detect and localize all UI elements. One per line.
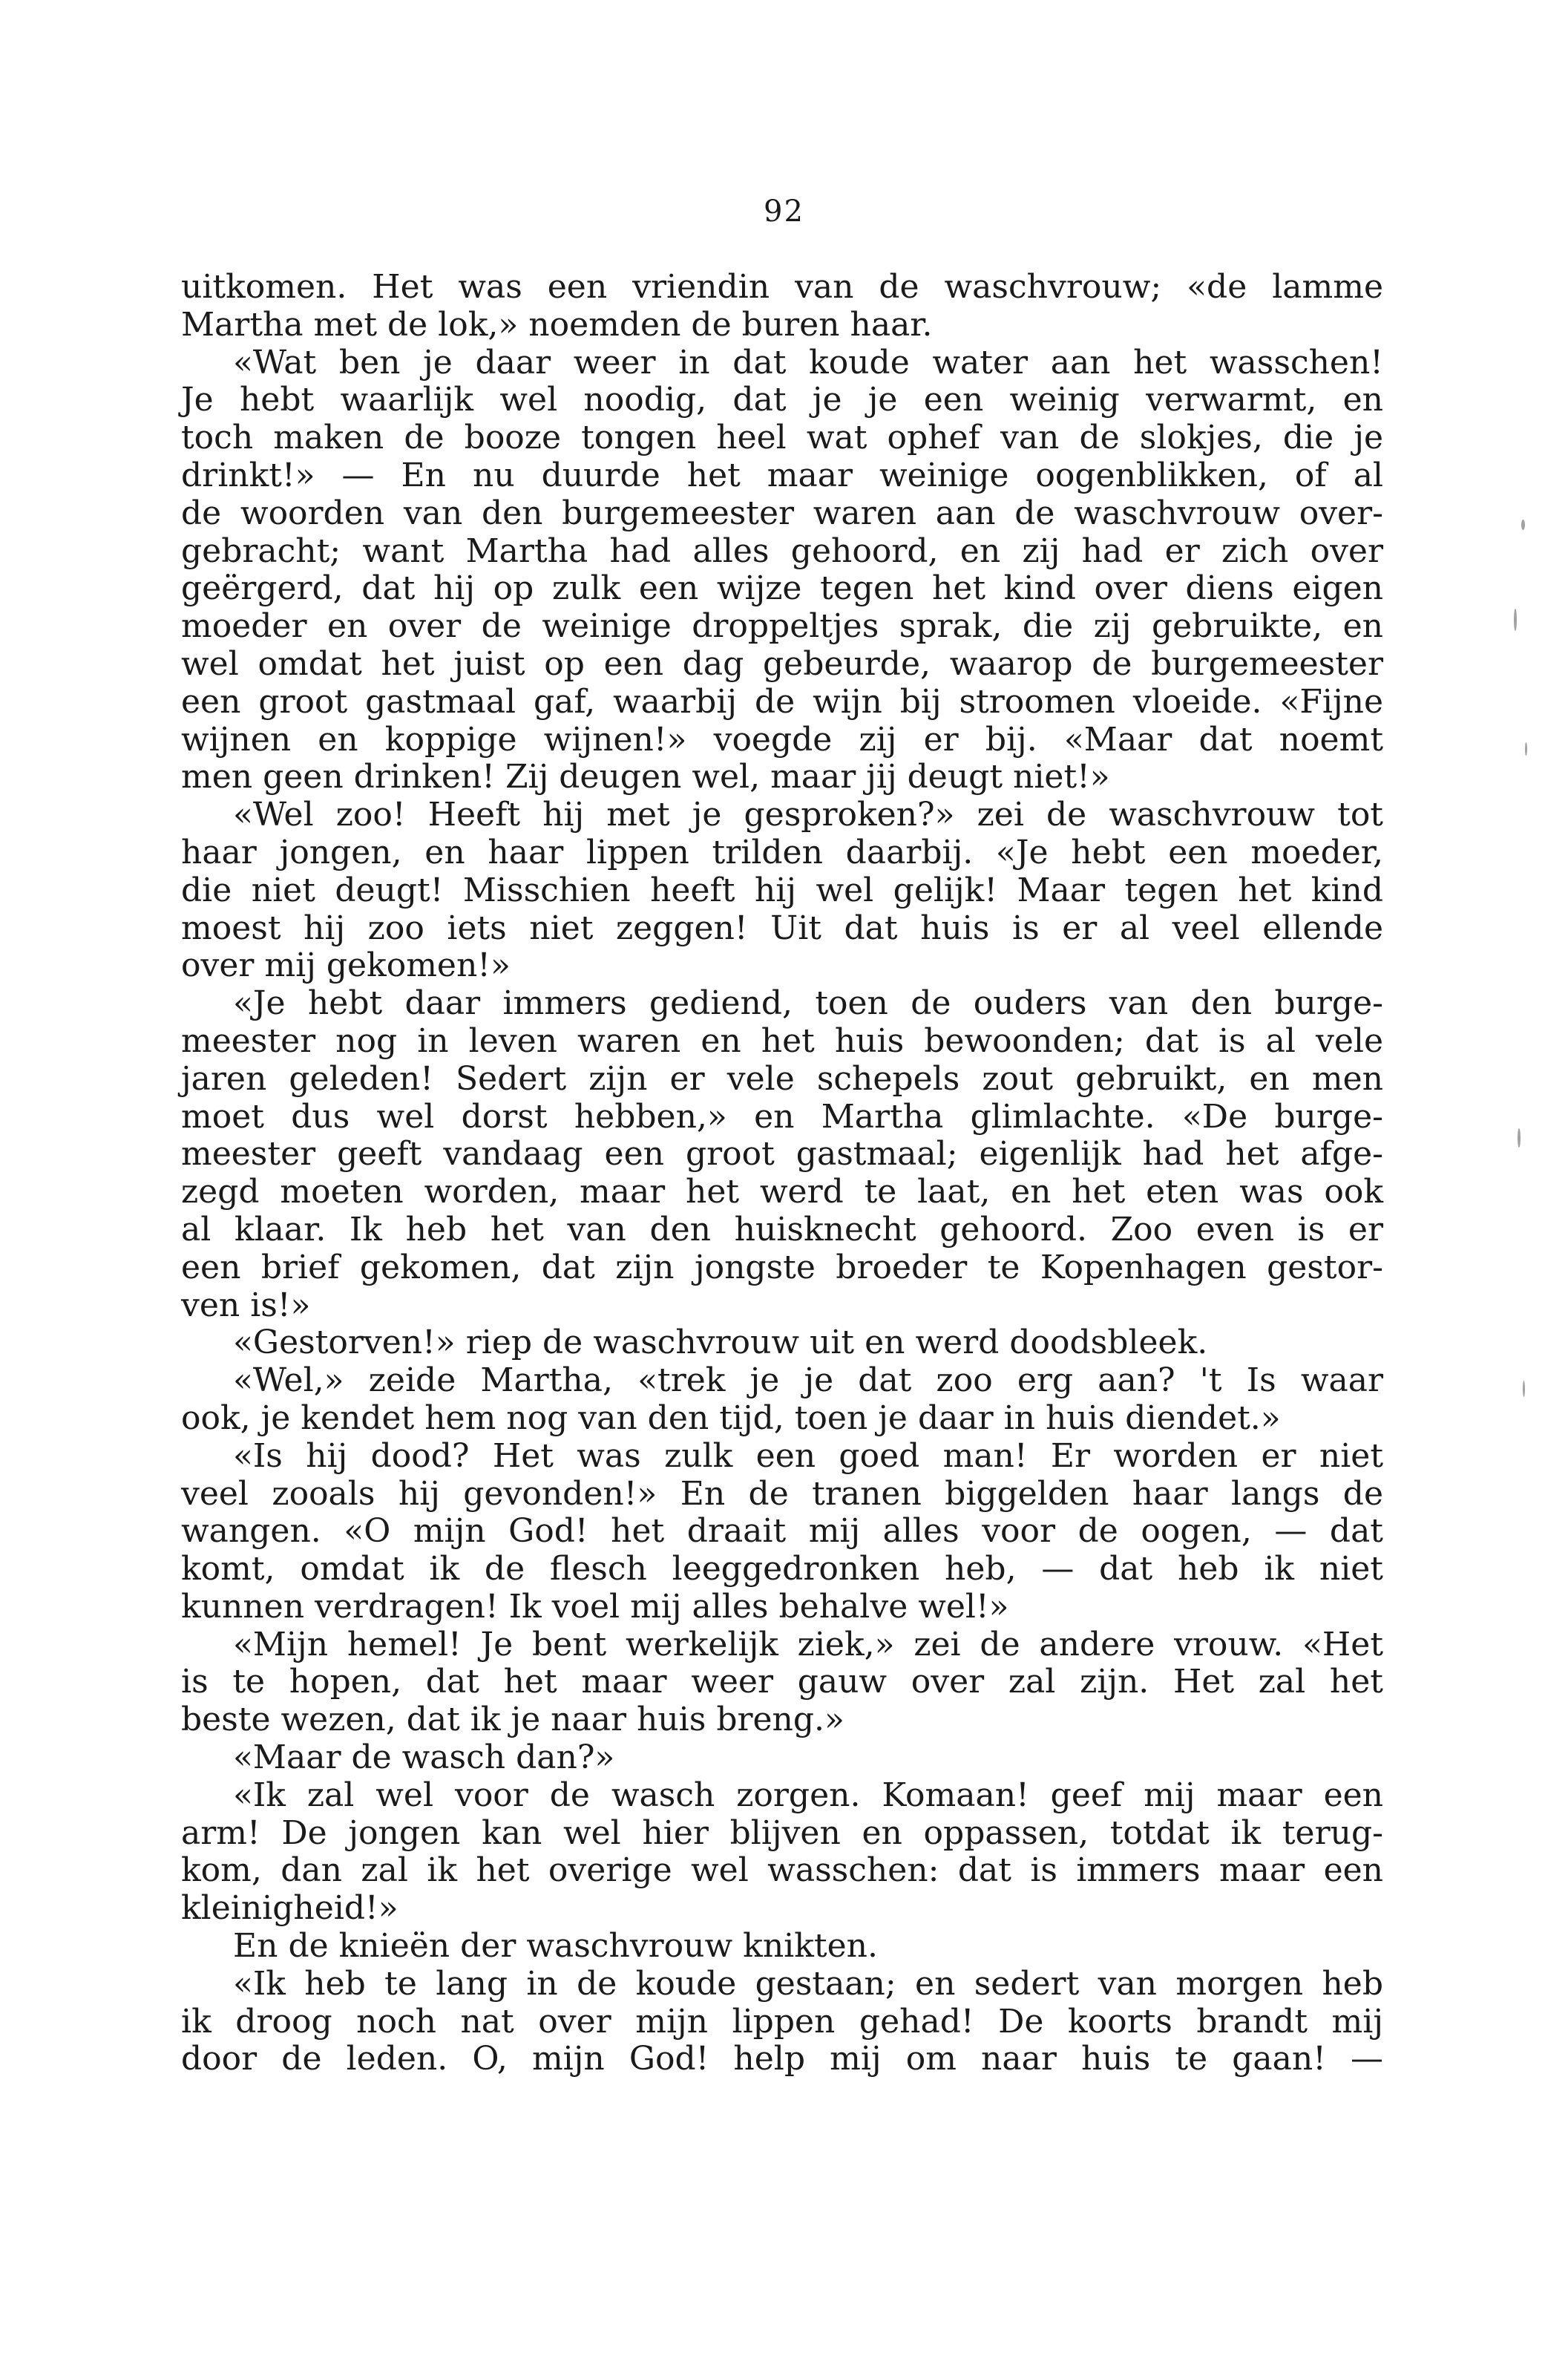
text-line: «Wat ben je daar weer in dat koude water aan het wasschen!: [233, 343, 1383, 382]
text-line: meester geeft vandaag een groot gastmaal; eigenlijk had het afge-: [181, 1135, 1383, 1174]
text-line: wijnen en koppige wijnen!» voegde zij er bij. «Maar dat noemt: [181, 720, 1383, 759]
text-line: «Wel zoo! Heeft hij met je gesproken?» zei de waschvrouw tot: [233, 796, 1383, 834]
text-line: kunnen verdragen! Ik voel mij alles behalve wel!»: [181, 1587, 1009, 1626]
text-line: arm! De jongen kan wel hier blijven en oppassen, totdat ik terug-: [181, 1813, 1383, 1852]
text-line: komt, omdat ik de flesch leeggedronken heb, — dat heb ik niet: [181, 1550, 1383, 1589]
text-line: «Ik zal wel voor de wasch zorgen. Komaan! geef mij maar een: [233, 1776, 1383, 1814]
text-line: zegd moeten worden, maar het werd te laat, en het eten was ook: [181, 1173, 1383, 1211]
text-line: Je hebt waarlijk wel noodig, dat je je een weinig verwarmt, en: [181, 381, 1383, 419]
body-text: [181, 269, 1383, 2078]
text-line: kom, dan zal ik het overige wel wasschen: dat is immers maar een: [181, 1851, 1383, 1890]
text-line: uitkomen. Het was een vriendin van de waschvrouw; «de lamme: [181, 268, 1383, 306]
text-line: die niet deugt! Misschien heeft hij wel gelijk! Maar tegen het kind: [181, 871, 1383, 909]
text-line: ook, je kendet hem nog van den tijd, toen je daar in huis diendet.»: [181, 1398, 1281, 1437]
text-line: «Is hij dood? Het was zulk een goed man! Er worden er niet: [233, 1436, 1383, 1475]
text-line: Martha met de lok,» noemden de buren haar.: [181, 305, 933, 344]
text-line: moet dus wel dorst hebben,» en Martha glimlachte. «De burge-: [181, 1097, 1383, 1136]
scan-speck: [1525, 742, 1527, 756]
text-line: gebracht; want Martha had alles gehoord, en zij had er zich over: [181, 531, 1383, 570]
text-line: jaren geleden! Sedert zijn er vele schepels zout gebruikt, en men: [181, 1059, 1383, 1098]
text-line: veel zooals hij gevonden!» En de tranen biggelden haar langs de: [181, 1474, 1383, 1513]
text-line: al klaar. Ik heb het van den huisknecht gehoord. Zoo even is er: [181, 1210, 1383, 1249]
text-line: «Maar de wasch dan?»: [233, 1738, 615, 1777]
text-line: «Gestorven!» riep de waschvrouw uit en werd doodsbleek.: [233, 1324, 1208, 1362]
text-line: «Ik heb te lang in de koude gestaan; en sedert van morgen heb: [233, 1964, 1383, 2003]
text-line: haar jongen, en haar lippen trilden daarbij. «Je hebt een moeder,: [181, 833, 1383, 871]
text-line: men geen drinken! Zij deugen wel, maar jij deugt niet!»: [181, 758, 1110, 796]
text-line: de woorden van den burgemeester waren aan de waschvrouw over-: [181, 494, 1383, 532]
text-line: wel omdat het juist op een dag gebeurde, waarop de burgemeester: [181, 644, 1383, 683]
text-line: een brief gekomen, dat zijn jongste broeder te Kopenhagen gestor-: [181, 1248, 1383, 1286]
text-line: ven is!»: [181, 1286, 311, 1324]
text-line: «Je hebt daar immers gediend, toen de ouders van den burge-: [233, 984, 1383, 1023]
scan-speck: [1514, 609, 1517, 631]
text-line: door de leden. O, mijn God! help mij om naar huis te gaan! —: [181, 2040, 1383, 2078]
text-line: moeder en over de weinige droppeltjes sprak, die zij gebruikte, en: [181, 607, 1383, 646]
text-line: kleinigheid!»: [181, 1889, 398, 1928]
text-line: moest hij zoo iets niet zeggen! Uit dat huis is er al veel ellende: [181, 909, 1383, 947]
text-line: ik droog noch nat over mijn lippen gehad! De koorts brandt mij: [181, 2002, 1383, 2041]
text-line: beste wezen, dat ik je naar huis breng.»: [181, 1701, 844, 1739]
text-line: is te hopen, dat het maar weer gauw over zal zijn. Het zal het: [181, 1663, 1383, 1701]
page-number: 92: [764, 194, 804, 229]
text-line: En de knieën der waschvrouw knikten.: [233, 1927, 878, 1966]
scan-speck: [1523, 1381, 1525, 1397]
text-line: drinkt!» — En nu duurde het maar weinige oogenblikken, of al: [181, 456, 1383, 494]
text-line: «Mijn hemel! Je bent werkelijk ziek,» zei de andere vrouw. «Het: [233, 1625, 1383, 1663]
scan-speck: [1518, 1128, 1521, 1148]
text-line: over mij gekomen!»: [181, 946, 511, 985]
text-line: «Wel,» zeide Martha, «trek je je dat zoo erg aan? 't Is waar: [233, 1361, 1383, 1400]
text-line: toch maken de booze tongen heel wat ophef van de slokjes, die je: [181, 419, 1383, 457]
text-line: wangen. «O mijn God! het draait mij alles voor de oogen, — dat: [181, 1512, 1383, 1551]
scan-speck: [1521, 520, 1525, 530]
text-line: een groot gastmaal gaf, waarbij de wijn bij stroomen vloeide. «Fijne: [181, 682, 1383, 721]
text-line: geërgerd, dat hij op zulk een wijze tegen het kind over diens eigen: [181, 569, 1383, 608]
text-line: meester nog in leven waren en het huis bewoonden; dat is al vele: [181, 1021, 1383, 1060]
